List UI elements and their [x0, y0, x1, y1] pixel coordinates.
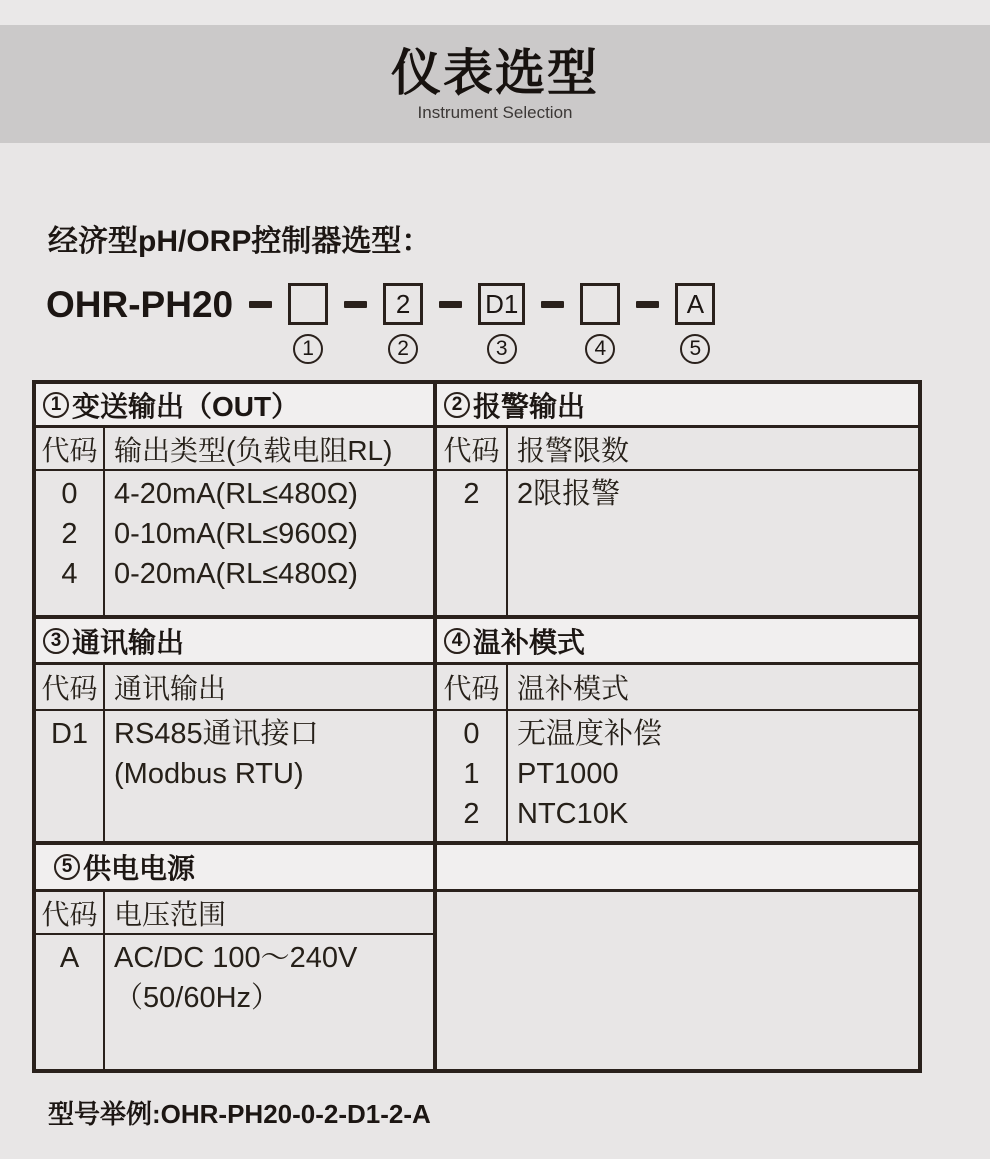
cell-line: 2 [463, 798, 480, 830]
column-header-row [36, 892, 433, 935]
model-slot-box [580, 283, 620, 325]
dash-separator [541, 301, 564, 308]
cell-line: 0 [61, 478, 78, 510]
model-slot-box: D1 [478, 283, 525, 325]
desc-column-header: 输出类型(负载电阻RL) [114, 434, 393, 466]
table-title: 变送输出（OUT） [72, 390, 300, 422]
table-body [36, 935, 433, 1069]
cell-line: 1 [463, 758, 480, 790]
model-slot-3 [478, 283, 525, 364]
cell-line: AC/DC 100～240V [114, 942, 358, 974]
table-title: 通讯输出 [72, 626, 185, 658]
top-strip [0, 0, 990, 25]
desc-cells [105, 711, 433, 841]
code-cells [437, 471, 508, 615]
empty-header-cell [437, 845, 918, 892]
circled-number-2: 2 [388, 334, 418, 364]
code-cells [36, 935, 105, 1069]
selection-table [32, 380, 922, 1073]
cell-line: PT1000 [517, 758, 619, 790]
cell-line: NTC10K [517, 798, 629, 830]
cell-line: （50/60Hz） [114, 982, 281, 1014]
circled-number-5: 5 [680, 334, 710, 364]
cell-line: RS485通讯接口 [114, 718, 319, 750]
table-power-supply [36, 845, 437, 1069]
desc-column-header: 报警限数 [517, 434, 630, 466]
code-column-header: 代码 [437, 428, 508, 469]
column-header-row [437, 665, 918, 711]
dash-separator [636, 301, 659, 308]
cell-line: D1 [50, 718, 89, 750]
table-body [36, 711, 433, 841]
table-section-2 [36, 619, 918, 845]
circled-number-5: 5 [54, 854, 80, 880]
circled-number-3: 3 [487, 334, 517, 364]
desc-cells [105, 471, 433, 615]
column-header-row [36, 665, 433, 711]
cell-line: 无温度补偿 [517, 718, 663, 750]
cell-line: 2 [61, 518, 78, 550]
desc-column-header: 温补模式 [517, 673, 630, 704]
empty-body-cell [437, 892, 918, 1069]
page-title: 仪表选型 [391, 44, 599, 101]
model-slot-5 [675, 283, 715, 364]
dash-separator [439, 301, 462, 308]
desc-column-header: 电压范围 [114, 898, 227, 930]
code-column-header: 代码 [36, 892, 105, 933]
column-header-row [437, 428, 918, 471]
cell-line: 4-20mA(RL≤480Ω) [114, 478, 358, 510]
empty-section [437, 845, 918, 1069]
circled-number-2: 2 [444, 392, 470, 418]
code-column-header: 代码 [36, 665, 105, 709]
cell-line: 2 [463, 478, 480, 510]
cell-line: A [59, 942, 80, 974]
table-header [36, 845, 433, 892]
model-slot-1 [288, 283, 328, 364]
table-title: 报警输出 [473, 390, 586, 422]
model-slot-box [288, 283, 328, 325]
code-cells [36, 471, 105, 615]
table-header [36, 384, 433, 428]
table-header [437, 619, 918, 665]
model-prefix: OHR-PH20 [46, 284, 234, 325]
dash-separator [344, 301, 367, 308]
desc-cells [508, 711, 918, 841]
code-column-header: 代码 [36, 428, 105, 469]
circled-number-1: 1 [43, 392, 69, 418]
desc-column-header: 通讯输出 [114, 673, 227, 704]
dash-separator [249, 301, 272, 308]
model-code-diagram [46, 283, 715, 364]
table-temp-compensation [437, 619, 918, 841]
code-column-header: 代码 [437, 665, 508, 709]
cell-line: 4 [61, 558, 78, 590]
table-section-1 [36, 384, 918, 619]
circled-number-4: 4 [444, 628, 470, 654]
circled-number-3: 3 [43, 628, 69, 654]
model-slot-4 [580, 283, 620, 364]
table-body [437, 711, 918, 841]
page-header-band [0, 25, 990, 143]
table-body [36, 471, 433, 615]
cell-line: 0-10mA(RL≤960Ω) [114, 518, 358, 550]
page-subtitle: Instrument Selection [417, 102, 573, 122]
model-example-text: 型号举例:OHR-PH20-0-2-D1-2-A [48, 1099, 431, 1129]
model-slot-box: 2 [383, 283, 423, 325]
cell-line: 0-20mA(RL≤480Ω) [114, 558, 358, 590]
cell-line: (Modbus RTU) [114, 758, 304, 790]
table-title: 温补模式 [473, 626, 586, 658]
table-body [437, 471, 918, 615]
desc-cells [105, 935, 433, 1069]
circled-number-4: 4 [585, 334, 615, 364]
table-header [437, 384, 918, 428]
code-cells [36, 711, 105, 841]
table-alarm-output [437, 384, 918, 615]
table-title: 供电电源 [83, 853, 196, 884]
table-transmit-output [36, 384, 437, 615]
desc-cells [508, 471, 918, 615]
cell-line: 2限报警 [517, 478, 621, 510]
model-slot-2 [383, 283, 423, 364]
table-comm-output [36, 619, 437, 841]
selection-section-title: 经济型pH/ORP控制器选型： [48, 225, 432, 258]
model-slot-box: A [675, 283, 715, 325]
table-header [36, 619, 433, 665]
code-cells [437, 711, 508, 841]
column-header-row [36, 428, 433, 471]
cell-line: 0 [463, 718, 480, 750]
circled-number-1: 1 [293, 334, 323, 364]
table-section-3 [36, 845, 918, 1069]
